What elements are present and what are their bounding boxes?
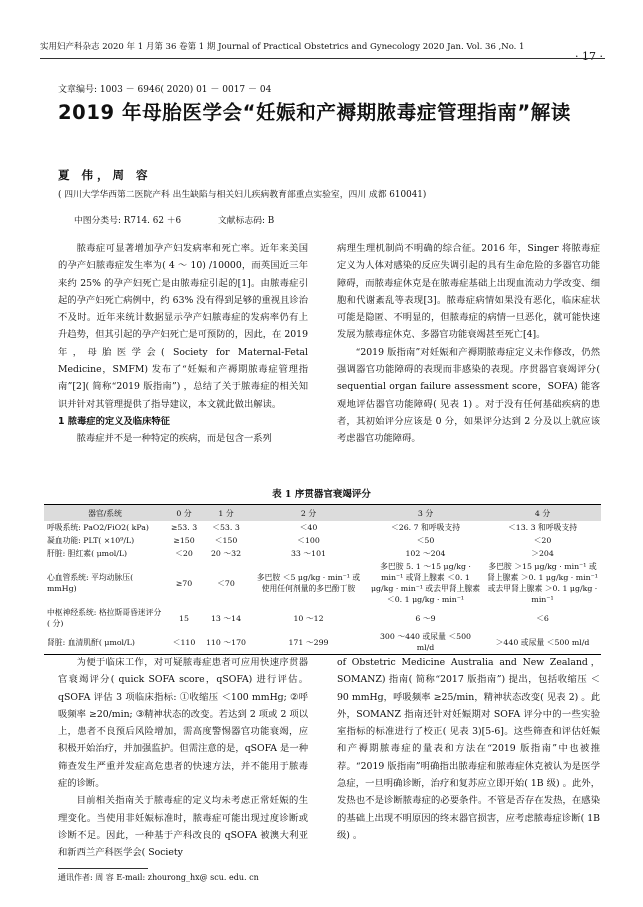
journal-header: 实用妇产科杂志 2020 年 1 月第 36 卷第 1 期 Journal of Practical Obstetrics and Gynecology 2020 Jan. Vol. 36 ,No. 1	[40, 42, 525, 52]
table-cell: ＞204	[531, 549, 554, 558]
body-left-column-bottom	[58, 654, 308, 862]
table-cell: ＜40	[299, 523, 318, 532]
sofa-table	[44, 504, 601, 655]
table-cell: ＜20	[533, 536, 552, 545]
table-header-cell: 0 分	[166, 505, 202, 522]
body-paragraph: 脓毒症并不是一种特定的疾病，而是包含一系列	[76, 433, 272, 445]
table-cell: 多巴胺 5. 1 ～15 μg/kg · min⁻¹ 或肾上腺素 ＜0. 1 μg/kg · min⁻¹ 或去甲肾上腺素 ＜0. 1 μg/kg · min⁻¹	[370, 562, 481, 604]
table-header-cell: 2 分	[250, 505, 367, 522]
body-paragraph: 目前相关指南关于脓毒症的定义均未考虑正常妊娠的生理变化。当使用非妊娠标准时，脓毒症可能出现过度诊断或诊断不足。因此，一种基于产科改良的 qSOFA 被澳大利亚和新西兰产科医学会( Society	[58, 795, 308, 859]
table-header-cell: 1 分	[202, 505, 250, 522]
table-cell: ＜110	[166, 630, 202, 655]
table-header-cell: 3 分	[367, 505, 484, 522]
table-cell: 15	[179, 613, 189, 623]
page-number: · 17 ·	[575, 50, 603, 63]
body-right-column-top	[337, 240, 600, 448]
table-cell: ＜53. 3	[212, 523, 240, 532]
table-header-cell: 4 分	[484, 505, 601, 522]
table-cell: ≥53. 3	[170, 523, 198, 532]
table-cell: 多巴胺 ＞15 μg/kg · min⁻¹ 或肾上腺素 ＞0. 1 μg/kg · min⁻¹ 或去甲肾上腺素 ＞0. 1 μg/kg · min⁻¹	[487, 562, 598, 604]
body-paragraph: 病理生理机制尚不明确的综合征。2016 年，Singer 将脓毒症定义为人体对感染的反应失调引起的具有生命危险的多器官功能障碍，而脓毒症休克是在脓毒症基础上出现血流动力学改变、细胞和代谢紊乱等表现[3]。脓毒症病情如果没有恶化，临床症状可能是隐匿、不明显的，但脓毒症的病情一旦恶化，就可能快速发展为脓毒症休克、多器官功能衰竭甚至死亡[4]。	[337, 243, 600, 341]
table-cell: ＜100	[297, 536, 320, 545]
table-cell: 10 ～12	[293, 613, 324, 623]
table-cell: ＜13. 3 和呼吸支持	[507, 523, 578, 532]
table-row	[44, 547, 601, 560]
table-cell: 102 ～204	[405, 549, 446, 558]
body-left-column-top	[58, 240, 308, 448]
authors: 夏 伟，周 容	[58, 168, 152, 182]
body-right-column-bottom	[337, 654, 600, 844]
body-paragraph: 为便于临床工作，对可疑脓毒症患者可应用快速序贯器官衰竭评分( quick SOFA score，qSOFA) 进行评估。qSOFA 评估 3 项临床指标: ①收缩压 ＜100 mmHg; ②呼吸频率 ≥20/min; ③精神状态的改变。若达到 2 项或 2 项以上，患者不良预后风险增加，需高度警惕器官功能衰竭，应积极开始治疗，并加强监护。但需注意的是，qSOFA 是一种筛查发生严重并发症高危患者的快速方法，并不能用于脓毒症的诊断。	[58, 657, 308, 790]
table-cell: ＜70	[217, 578, 235, 588]
table-row	[44, 534, 601, 547]
header-rule	[40, 58, 605, 59]
body-paragraph: of Obstetric Medicine Australia and New Zealand，SOMANZ) 指南( 简称“2017 版指南”) 提出，包括收缩压 ＜90 mmHg，呼吸频率 ≥25/min，精神状态改变( 见表 2) 。此外，SOMANZ 指南还针对妊娠期对 SOFA 评分中的一些实验室指标的标准进行了校正( 见表 3)[5-6]。这些筛查和评估妊娠和产褥期脓毒症的量表和方法在“2019 版指南”中也被推荐。“2019 版指南”明确指出脓毒症和脓毒症休克被认为是医学急症，一旦明确诊断，治疗和复苏应立即开始( 1B 级) 。此外，发热也不是诊断脓毒症的必要条件。不管是否存在发热，在感染的基础上出现不明原因的终末器官损害，应考虑脓毒症诊断( 1B 级) 。	[337, 657, 600, 841]
table-row	[44, 630, 601, 655]
affiliation: ( 四川大学华西第二医院产科 出生缺陷与相关妇儿疾病教育部重点实验室，四川 成都 610041)	[58, 190, 427, 200]
table-cell: ≥150	[173, 536, 195, 545]
section-heading: 1 脓毒症的定义及临床特征	[58, 415, 170, 427]
corresponding-author-footnote: 通讯作者: 周 容 E-mail: zhourong_hx@ scu. edu. cn	[58, 873, 259, 882]
table-row-label: 肝脏: 胆红素( μmol/L)	[47, 549, 128, 558]
table-cell: ＜20	[175, 549, 193, 558]
table-cell: ＜150	[214, 536, 238, 545]
table-row-label: 心血管系统: 平均动脉压( mmHg)	[47, 573, 134, 593]
body-paragraph: “2019 版指南”对妊娠和产褥期脓毒症定义未作修改，仍然强调器官功能障碍的表现而非感染的表现。序贯器官衰竭评分( sequential organ failure assessment score，SOFA) 能客观地评估器官功能障碍( 见表 1) 。对于没有任何基础疾病的患者，其初始评分应该是 0 分，如果评分达到 2 分及以上就应该考虑器官功能障碍。	[337, 346, 600, 445]
table-row-label: 凝血功能: PLT( ×10⁹/L)	[47, 536, 135, 545]
body-paragraph: 脓毒症可显著增加孕产妇发病率和死亡率。近年来美国的孕产妇脓毒症发生率为( 4 ～ 10) /10000，而英国近三年来约 25% 的孕产妇死亡是由脓毒症引起的[1]。由脓毒症引起的孕产妇死亡病例中，约 63% 没有得到足够的重视且诊治不及时。近年来统计数据显示孕产妇脓毒症的发病率仍有上升趋势，但其引起的孕产妇死亡是可预防的，因此，在 2019 年，母胎医学会( Society for Maternal-Fetal Medicine，SMFM) 发布了“妊娠和产褥期脓毒症管理指南”[2]( 简称“2019 版指南”) ，总结了关于脓毒症的相关知识并针对其管理提供了指导建议，本文就此做出解读。	[58, 243, 308, 410]
table-cell: 多巴胺 ＜5 μg/kg · min⁻¹ 或使用任何剂量的多巴酚丁胺	[256, 573, 361, 593]
table-caption: 表 1 序贯器官衰竭评分	[272, 489, 371, 500]
table-cell: ＜26. 7 和呼吸支持	[390, 523, 461, 532]
table-cell: ＜6	[536, 613, 549, 623]
table-row-label: 中枢神经系统: 格拉斯哥昏迷评分( 分)	[47, 608, 162, 628]
table-cell: 300 ～440 或尿量 ＜500 ml/d	[367, 630, 484, 655]
table-row-label: 肾脏: 血清肌酐( μmol/L)	[44, 630, 166, 655]
table-cell: ＜50	[416, 536, 435, 545]
table-cell: 33 ～101	[290, 549, 327, 558]
clc-number: 中图分类号: R714. 62 ＋6	[74, 216, 182, 226]
table-cell: 6 ～9	[415, 613, 436, 623]
table-cell: ＞440 或尿量 ＜500 ml/d	[484, 630, 601, 655]
document-code: 文献标志码: B	[218, 216, 275, 226]
table-cell: 13 ～14	[210, 613, 242, 623]
table-row	[44, 606, 601, 630]
article-title: 2019 年母胎医学会“妊娠和产褥期脓毒症管理指南”解读	[58, 101, 571, 124]
footnote-rule	[58, 868, 148, 869]
table-cell: 20 ～32	[210, 549, 242, 558]
table-row	[44, 560, 601, 606]
table-row-label: 呼吸系统: PaO2/FiO2( kPa)	[47, 523, 149, 532]
table-cell: 171 ～299	[250, 630, 367, 655]
table-header-cell: 器官/系统	[44, 505, 166, 522]
table-cell: 110 ～170	[202, 630, 250, 655]
table-cell: ≥70	[175, 578, 193, 588]
table-row	[44, 521, 601, 534]
article-number: 文章编号: 1003 － 6946( 2020) 01 － 0017 － 04	[58, 85, 272, 95]
